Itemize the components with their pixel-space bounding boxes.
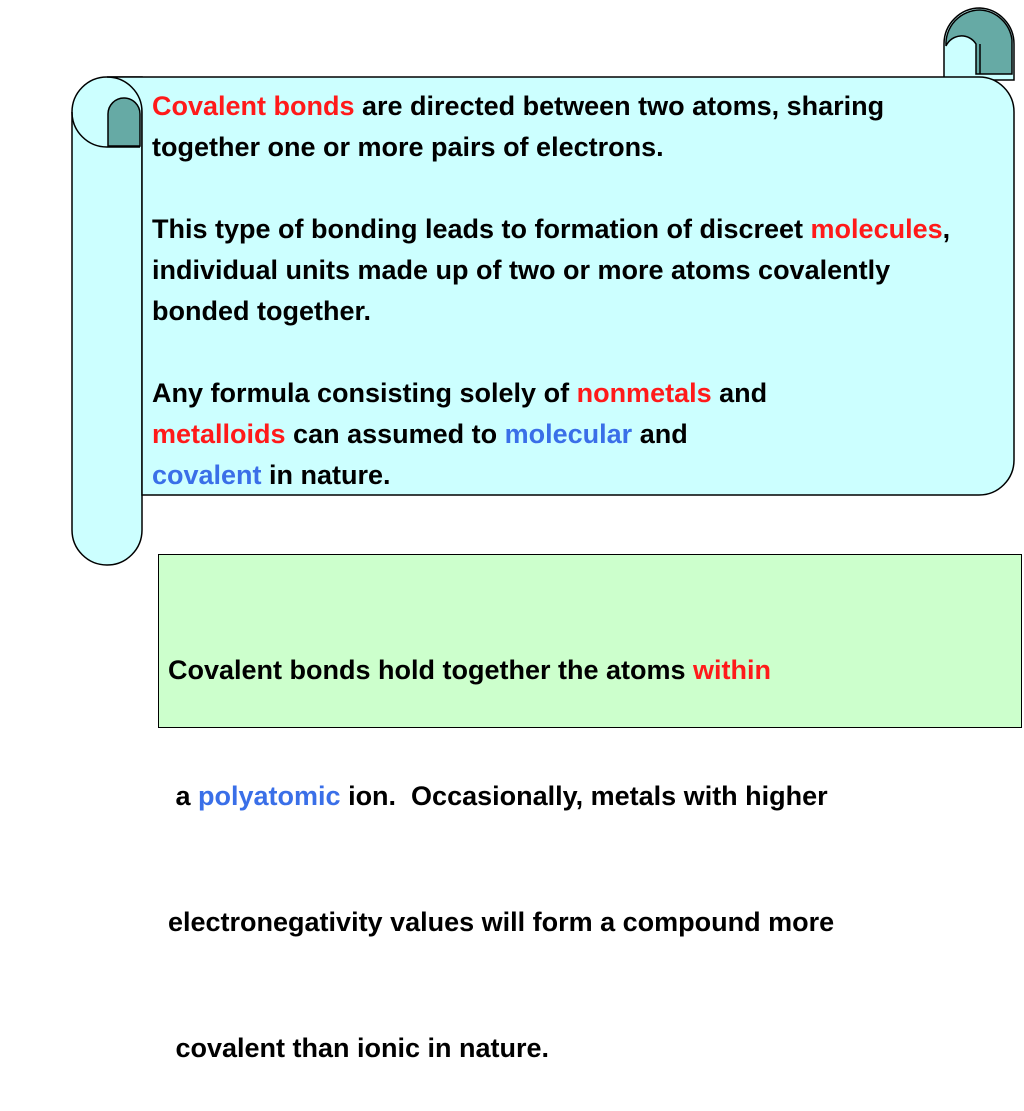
note-line-1-text: Covalent bonds hold together the atoms	[168, 655, 694, 685]
scroll-text	[152, 86, 982, 496]
formula-lead-text: Any formula consisting solely of	[152, 378, 577, 408]
term-covalent-bonds: Covalent bonds	[152, 91, 355, 121]
term-within: within	[693, 655, 772, 685]
term-polyatomic: polyatomic	[198, 781, 341, 811]
note-line-4: covalent than ionic in nature.	[168, 1033, 550, 1063]
molecules-rest-text: , individual units made up of two or more atoms covalently bonded together.	[152, 214, 951, 326]
note-line-1	[168, 649, 1021, 691]
polyatomic-note-box	[158, 554, 1022, 1063]
formula-paragraph	[152, 373, 982, 496]
term-nonmetals: nonmetals	[576, 378, 712, 408]
term-molecules: molecules	[810, 214, 943, 244]
note-line-2-lead: a	[168, 781, 199, 811]
term-covalent: covalent	[152, 460, 262, 490]
formula-and-text: and	[711, 378, 768, 408]
formula-middle-text: can assumed to	[285, 419, 505, 449]
covalent-bonds-definition	[152, 86, 982, 168]
note-line-2	[168, 775, 1021, 817]
molecules-paragraph	[152, 209, 982, 332]
molecules-lead-text: This type of bonding leads to formation of discreet	[152, 214, 811, 244]
note-line-3: electronegativity values will form a compound more	[168, 907, 835, 937]
definition-text: are directed between two atoms, sharing together one or more pairs of electrons.	[152, 91, 885, 162]
formula-tail-text: in nature.	[261, 460, 391, 490]
term-molecular: molecular	[504, 419, 633, 449]
term-metalloids: metalloids	[152, 419, 286, 449]
scroll-left-roller	[72, 77, 142, 565]
formula-and-2-text: and	[632, 419, 688, 449]
scroll-left-curl-icon	[108, 98, 140, 146]
note-line-2-rest: ion. Occasionally, metals with higher	[340, 781, 828, 811]
